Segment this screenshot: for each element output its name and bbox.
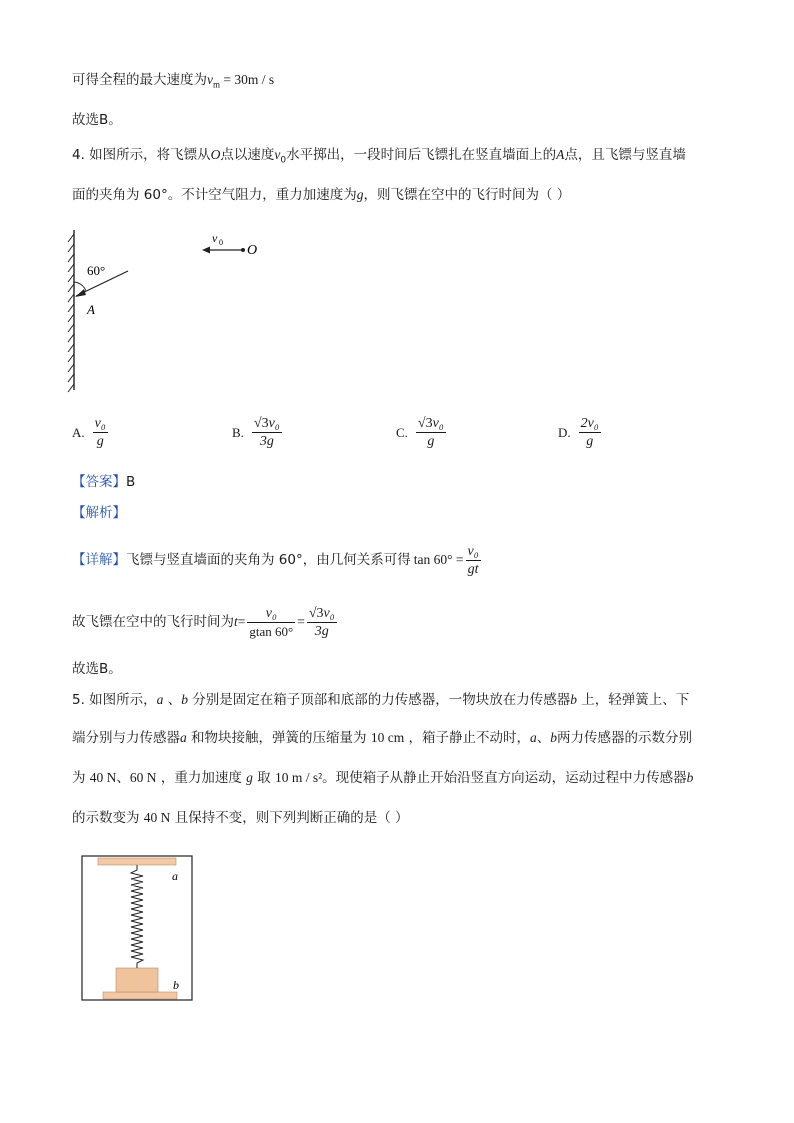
- q5-value: 40 N: [89, 770, 117, 785]
- choose-b-text: 故选B。: [72, 661, 122, 677]
- max-speed-var: v: [207, 72, 213, 87]
- answer-value: B: [126, 474, 136, 490]
- q5-text: 分别是固定在箱子顶部和底部的力传感器，一物块放在力传感器: [187, 692, 571, 708]
- option-c[interactable]: [396, 415, 448, 450]
- q5-text: 取: [252, 770, 275, 786]
- q5-figure: [78, 852, 200, 1004]
- spring: [131, 865, 143, 968]
- q5-text: 5. 如图所示，: [72, 692, 157, 708]
- q5-text: 、: [536, 730, 551, 746]
- point-o-label: O: [247, 243, 258, 258]
- sensor-a-label: a: [172, 869, 178, 883]
- detail-eq-num: v₀: [467, 543, 479, 559]
- option-d-den: g: [586, 434, 594, 449]
- q5-text: 且保持不变，则下列判断正确的是（ ）: [170, 810, 409, 826]
- q5-text: ，箱子静止不动时，: [404, 730, 531, 746]
- result-num-2: v₀: [323, 605, 335, 621]
- analysis-line: [72, 503, 126, 523]
- q5-var-b: b: [570, 692, 578, 707]
- analysis-tag: 【解析】: [72, 505, 126, 521]
- option-a-fraction: [93, 415, 108, 450]
- q5-text: 两力传感器的示数分别: [557, 730, 693, 746]
- q5-var-b: b: [181, 692, 188, 707]
- choose-b-line-2: [72, 659, 122, 679]
- angle-label: 60°: [87, 263, 106, 278]
- q5-text: 上，轻弹簧上、下: [577, 692, 690, 708]
- q4-line-2: [72, 185, 570, 205]
- q5-text: 为: [72, 770, 90, 786]
- option-c-label: C.: [396, 424, 408, 440]
- option-a[interactable]: [72, 415, 110, 450]
- result-num-1: v₀: [247, 605, 295, 623]
- option-a-den: g: [96, 434, 104, 449]
- option-a-num: v₀: [94, 416, 106, 431]
- q5-line-3: [72, 768, 693, 788]
- q4-point-o: O: [210, 147, 221, 162]
- q5-value: 40 N: [143, 810, 171, 825]
- result-den-2: 3g: [314, 623, 329, 639]
- point-a-label: A: [87, 302, 95, 317]
- option-c-num: v₀: [432, 416, 444, 431]
- block: [116, 968, 158, 992]
- velocity-arrowhead: [202, 247, 210, 254]
- option-b[interactable]: [232, 415, 284, 450]
- q4-text: 面的夹角为 60°。不计空气阻力，重力加速度为: [72, 187, 357, 203]
- wall-hatching: [68, 234, 74, 392]
- sensor-b: [103, 992, 177, 999]
- q5-text: 端分别与力传感器: [72, 730, 180, 746]
- q5-text: 、: [163, 692, 182, 708]
- option-b-den: 3g: [259, 434, 274, 449]
- option-d-label: D.: [558, 424, 571, 440]
- max-speed-value: = 30m / s: [220, 72, 275, 87]
- max-speed-sub: m: [213, 79, 221, 90]
- result-eq-2: =: [297, 614, 305, 629]
- q4-text: 点，且飞镖与竖直墙: [564, 147, 686, 163]
- q5-value: 10 cm: [370, 730, 405, 745]
- result-fraction-2: [307, 605, 337, 640]
- q5-var-g: g: [246, 770, 253, 785]
- option-d[interactable]: [558, 415, 603, 450]
- dart-arrowhead: [75, 289, 86, 297]
- answer-line: [72, 472, 135, 492]
- detail-eq-left: tan 60° =: [413, 552, 464, 567]
- result-text: 故飞镖在空中的飞行时间为: [72, 614, 234, 630]
- result-t: t: [234, 614, 238, 629]
- choose-b-text: 故选B。: [72, 112, 122, 128]
- result-line: [72, 602, 339, 642]
- q5-line-2: [72, 728, 692, 748]
- v0-sub-label: 0: [219, 238, 223, 247]
- q5-value: 60 N: [129, 770, 157, 785]
- q4-g: g: [356, 187, 364, 202]
- choose-b-line-1: [72, 110, 122, 130]
- q4-point-a: A: [556, 147, 565, 162]
- q5-text: 和物块接触，弹簧的压缩量为: [186, 730, 371, 746]
- option-c-fraction: [416, 415, 446, 450]
- q4-text: 4. 如图所示，将飞镖从: [72, 147, 211, 163]
- q4-v0: v: [274, 147, 281, 162]
- q5-var-a: a: [180, 730, 187, 745]
- option-b-label: B.: [232, 424, 244, 440]
- q5-var-a: a: [530, 730, 537, 745]
- detail-text: 飞镖与竖直墙面的夹角为 60°，由几何关系可得: [126, 552, 411, 568]
- q5-text: 的示数变为: [72, 810, 144, 826]
- option-b-root: √3: [253, 416, 269, 431]
- result-eq: =: [237, 614, 246, 629]
- q5-var-a: a: [156, 692, 164, 707]
- sensor-b-label: b: [173, 978, 179, 992]
- option-a-label: A.: [72, 424, 85, 440]
- answer-tag: 【答案】: [72, 474, 126, 490]
- q5-var-b: b: [550, 730, 558, 745]
- result-root: √3: [308, 605, 324, 621]
- detail-eq-fraction: [466, 543, 481, 578]
- q5-line-4: [72, 808, 409, 828]
- result-fraction-1: [247, 605, 295, 640]
- option-d-num: 2v₀: [580, 416, 599, 431]
- q5-line-1: [72, 690, 689, 710]
- option-c-root: √3: [417, 416, 433, 431]
- q4-figure: [60, 222, 290, 397]
- detail-tag: 【详解】: [72, 552, 126, 568]
- q5-var-b: b: [686, 770, 694, 785]
- q4-text: ，则飞镖在空中的飞行时间为（ ）: [363, 187, 571, 203]
- q5-text: 。现使箱子从静止开始沿竖直方向运动，运动过程中力传感器: [322, 770, 687, 786]
- option-b-num: v₀: [268, 416, 280, 431]
- option-c-den: g: [427, 434, 435, 449]
- q5-text: ，重力加速度: [156, 770, 247, 786]
- max-speed-line: [72, 70, 274, 95]
- q4-text: 水平掷出，一段时间后飞镖扎在竖直墙面上的: [286, 147, 557, 163]
- v0-label: v: [212, 231, 218, 245]
- q5-text: 、: [116, 770, 130, 786]
- q4-v0-sub: 0: [280, 155, 287, 166]
- point-o-dot: [241, 248, 245, 252]
- q5-value: 10 m / s²: [274, 770, 323, 785]
- q4-text: 点以速度: [220, 147, 275, 163]
- option-d-fraction: [579, 415, 601, 450]
- detail-eq-den: gt: [467, 561, 479, 577]
- max-speed-text: 可得全程的最大速度为: [72, 72, 207, 88]
- result-den-1: gtan 60°: [249, 623, 294, 639]
- detail-line: [72, 540, 483, 580]
- option-b-fraction: [252, 415, 282, 450]
- q4-line-1: [72, 145, 686, 171]
- sensor-a: [98, 858, 176, 865]
